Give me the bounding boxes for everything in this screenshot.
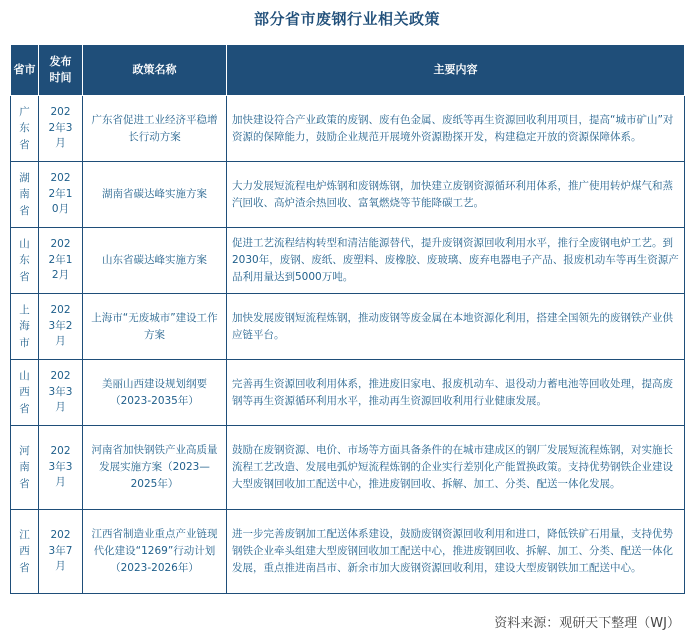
cell-date: 2022年12月: [39, 228, 83, 294]
cell-content: 加快发展废钢短流程炼钢，推动废钢等废金属在本地资源化利用，搭建全国领先的废钢铁产业供应链平台。: [227, 294, 685, 360]
table-row: [11, 360, 685, 426]
table-row: [11, 294, 685, 360]
cell-policy: 河南省加快钢铁产业高质量发展实施方案（2023—2025年）: [83, 426, 227, 510]
cell-content: 促进工艺流程结构转型和清洁能源替代，提升废钢资源回收利用水平，推行全废钢电炉工艺。到2030年，废钢、废纸、废塑料、废橡胶、废玻璃、废弃电器电子产品、报废机动车等再生资源产品利用量达到5000万吨。: [227, 228, 685, 294]
cell-date: 2023年7月: [39, 510, 83, 594]
table-row: [11, 426, 685, 510]
cell-content: 完善再生资源回收利用体系，推进废旧家电、报废机动车、退役动力蓄电池等回收处理，提高废钢等再生资源循环利用水平，推动再生资源回收利用行业健康发展。: [227, 360, 685, 426]
table-row: [11, 162, 685, 228]
cell-content: 加快建设符合产业政策的废钢、废有色金属、废纸等再生资源回收利用项目，提高“城市矿山”对资源的保障能力，鼓励企业规范开展境外资源勘探开发，构建稳定开放的资源保障体系。: [227, 96, 685, 162]
cell-date: 2023年3月: [39, 426, 83, 510]
cell-content: 大力发展短流程电炉炼钢和废钢炼钢，加快建立废钢资源循环利用体系，推广使用转炉煤气和蒸汽回收、高炉渣余热回收、富氧燃烧等节能降碳工艺。: [227, 162, 685, 228]
cell-content: 鼓励在废钢资源、电价、市场等方面具备条件的在城市建成区的钢厂发展短流程炼钢，对实施长流程工艺改造、发展电弧炉短流程炼钢的企业实行差别化产能置换政策。支持优势钢铁企业建设大型废钢回收加工配送中心，推进废钢回收、拆解、加工、分类、配送一体化发展。: [227, 426, 685, 510]
cell-policy: 湖南省碳达峰实施方案: [83, 162, 227, 228]
cell-province: 上海市: [11, 294, 39, 360]
table-row: [11, 228, 685, 294]
cell-policy: 广东省促进工业经济平稳增长行动方案: [83, 96, 227, 162]
cell-province: 湖南省: [11, 162, 39, 228]
cell-province: 山东省: [11, 228, 39, 294]
cell-policy: 上海市“无废城市”建设工作方案: [83, 294, 227, 360]
cell-date: 2022年10月: [39, 162, 83, 228]
page-title: 部分省市废钢行业相关政策: [253, 10, 440, 28]
table-row: [11, 96, 685, 162]
header-date: 发布时间: [39, 45, 83, 96]
cell-province: 江西省: [11, 510, 39, 594]
header-policy: 政策名称: [83, 45, 227, 96]
cell-date: 2023年2月: [39, 294, 83, 360]
cell-province: 广东省: [11, 96, 39, 162]
header-province: 省市: [11, 45, 39, 96]
cell-province: 山西省: [11, 360, 39, 426]
policy-table: [10, 44, 685, 594]
table-header-row: [11, 45, 685, 96]
header-content: 主要内容: [227, 45, 685, 96]
source-note: 资料来源：观研天下整理（WJ）: [494, 616, 680, 631]
cell-policy: 美丽山西建设规划纲要（2023-2035年）: [83, 360, 227, 426]
cell-date: 2023年3月: [39, 360, 83, 426]
cell-province: 河南省: [11, 426, 39, 510]
cell-policy: 山东省碳达峰实施方案: [83, 228, 227, 294]
cell-date: 2022年3月: [39, 96, 83, 162]
cell-content: 进一步完善废钢加工配送体系建设，鼓励废钢资源回收利用和进口，降低铁矿石用量，支持优势钢铁企业牵头组建大型废钢回收加工配送中心，推进废钢回收、拆解、加工、分类、配送一体化发展，重点推进南昌市、新余市加大废钢资源回收利用，建设大型废钢铁加工配送中心。: [227, 510, 685, 594]
table-row: [11, 510, 685, 594]
cell-policy: 江西省制造业重点产业链现代化建设“1269”行动计划（2023-2026年）: [83, 510, 227, 594]
